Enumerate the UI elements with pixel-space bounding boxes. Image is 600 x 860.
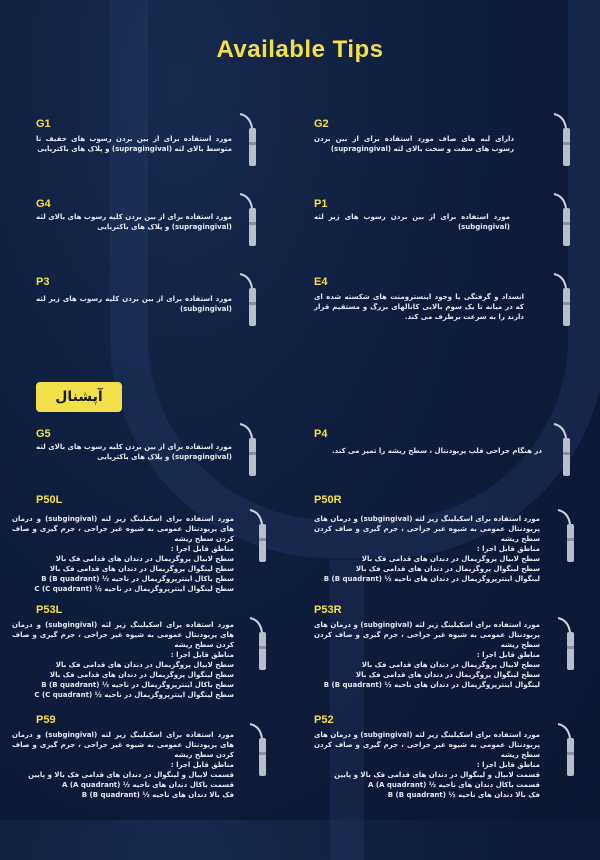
tip-description-line: سطح لابیال پروگزیمال در دندان های قدامی فک بالا [361, 661, 540, 669]
tip-description [12, 620, 234, 700]
scaler-tip-icon [238, 112, 258, 168]
tip-description-line: قسمت باکال دندان های ناحیه ½ A (A quadrant) [62, 781, 234, 789]
tip-description-line: سطح لینگوال پروگزیمال در دندان های قدامی فک بالا [355, 565, 540, 573]
tip-description-line: مناطق قابل اجرا : [170, 545, 234, 553]
tip-description-line: سطح لینگوال اینترپروگزیمال در ناحیه ½ C (C quadrant) [34, 585, 234, 593]
scaler-tip-icon [248, 508, 268, 564]
tip-description-line: سطح لینگوال پروگزیمال در دندان های قدامی فک بالا [355, 671, 540, 679]
tip-description-line: لینگوال اینترپروگزیمال در دندان های ناحیه ½ B (B quadrant) [323, 575, 540, 583]
scaler-tip-icon [556, 616, 576, 672]
tip-description [314, 292, 524, 322]
tip-code: P50R [314, 494, 342, 506]
tip-description [314, 514, 540, 584]
tip-code: P4 [314, 428, 328, 440]
tip-description-line: در هنگام جراحی فلپ پریودنتال ، سطح ریشه را تمیز می کند. [332, 447, 542, 455]
tip-description-line: قسمت لابیال و لینگوال در دندان های قدامی فک بالا و پایین [28, 771, 234, 779]
scaler-tip-icon [552, 112, 572, 168]
tip-description-line: انسداد و گرفتگی یا وجود اینسترومنت های شکسته شده ای که در میانه تا یک سوم بالایی کانالهای بزرگ و مستقیم قرار دارند را به سرعت برطرف می کند. [314, 293, 524, 321]
tip-description-line: لینگوال اینترپروگزیمال در دندان های ناحیه ½ B (B quadrant) [323, 681, 540, 689]
tip-description [314, 212, 510, 232]
tip-description-line: مناطق قابل اجرا : [170, 761, 234, 769]
tip-description-line: مورد استفاده برای اسکیلینگ زیر لثه (subgingival) و درمان های پریودنتال عمومی به شیوه غیر جراحی ، جرم گیری و صاف کردن سطح ریشه [12, 515, 234, 543]
tip-description-line: سطح لینگوال پروگزیمال در دندان های قدامی فک بالا [49, 565, 234, 573]
optional-section-badge: آپشنال [36, 382, 122, 412]
scaler-tip-icon [552, 272, 572, 328]
tip-description [36, 442, 232, 462]
tip-description-line: مورد استفاده برای از بین بردن کلیه رسوب های بالای لثه (supragingival) و پلاک های باکتریایی [36, 213, 232, 231]
tip-code: G5 [36, 428, 51, 440]
scaler-tip-icon [238, 192, 258, 248]
tip-description [12, 514, 234, 594]
tip-code: E4 [314, 276, 328, 288]
tip-description-line: مورد استفاده برای اسکیلینگ زیر لثه (subgingival) و درمان های پریودنتال عمومی به شیوه غیر جراحی ، جرم گیری و صاف کردن سطح ریشه [12, 731, 234, 759]
scaler-tip-icon [238, 272, 258, 328]
tip-description [36, 212, 232, 232]
tip-description-line: سطح لابیال پروگزیمال در دندان های قدامی فک بالا [55, 661, 234, 669]
scaler-tip-icon [248, 722, 268, 778]
scaler-tip-icon [238, 422, 258, 478]
tip-description [314, 620, 540, 690]
scaler-tip-icon [556, 722, 576, 778]
tip-description-line: مناطق قابل اجرا : [170, 651, 234, 659]
tip-code: P3 [36, 276, 50, 288]
tip-description-line: مورد استفاده برای از بین بردن کلیه رسوب های بالای لثه (supragingival) و پلاک های باکتریایی [36, 443, 232, 461]
tip-description-line: مورد استفاده برای از بین بردن رسوب های خفیف تا متوسط بالای لثه (supragingival) و پلاک های باکتریایی [36, 135, 232, 153]
tip-p1 [314, 198, 584, 278]
tip-description-line: مناطق قابل اجرا : [476, 761, 540, 769]
tip-description [314, 730, 540, 800]
tip-description-line: سطح لینگوال اینترپروگزیمال در ناحیه ½ C (C quadrant) [34, 691, 234, 699]
tip-description-line: سطح باکال اینترپروگزیمال در ناحیه ½ B (B quadrant) [41, 575, 234, 583]
tip-p50r [314, 494, 584, 604]
tip-code: G1 [36, 118, 51, 130]
tip-code: P53L [36, 604, 63, 616]
tip-description-line: سطح باکال اینترپروگزیمال در ناحیه ½ B (B quadrant) [41, 681, 234, 689]
tip-code: P1 [314, 198, 328, 210]
tip-description-line: سطح لابیال پروگزیمال در دندان های قدامی فک بالا [55, 555, 234, 563]
tip-description [314, 446, 542, 456]
tip-p52 [314, 714, 584, 818]
tip-description [36, 134, 232, 154]
scaler-tip-icon [248, 616, 268, 672]
tip-description [12, 730, 234, 800]
tip-description-line: فک بالا دندان های ناحیه ½ B (B quadrant) [387, 791, 540, 799]
tip-g2 [314, 118, 584, 198]
tip-description-line: مورد استفاده برای اسکیلینگ زیر لثه (subgingival) و درمان های پریودنتال عمومی به شیوه غیر جراحی ، جرم گیری و صاف کردن سطح ریشه [314, 731, 540, 759]
tip-code: G4 [36, 198, 51, 210]
tip-p3 [36, 276, 306, 356]
page-title: Available Tips [216, 36, 384, 63]
tip-g4 [36, 198, 306, 278]
tip-code: G2 [314, 118, 329, 130]
scaler-tip-icon [556, 508, 576, 564]
tip-description-line: سطح لابیال پروگزیمال در دندان های قدامی فک بالا [361, 555, 540, 563]
scaler-tip-icon [552, 192, 572, 248]
tip-description-line: مورد استفاده برای اسکیلینگ زیر لثه (subgingival) و درمان های پریودنتال عمومی به شیوه غیر جراحی ، جرم گیری و صاف کردن سطح ریشه [314, 515, 540, 543]
tip-code: P53R [314, 604, 342, 616]
tip-description [36, 294, 232, 314]
tip-description-line: سطح لینگوال پروگزیمال در دندان های قدامی فک بالا [49, 671, 234, 679]
tip-description-line: مورد استفاده برای اسکیلینگ زیر لثه (subgingival) و درمان های پریودنتال عمومی به شیوه غیر جراحی ، جرم گیری و صاف کردن سطح ریشه [314, 621, 540, 649]
tip-description [314, 134, 514, 154]
tip-g1 [36, 118, 306, 198]
tip-description-line: مورد استفاده برای اسکیلینگ زیر لثه (subgingival) و درمان های پریودنتال عمومی به شیوه غیر جراحی ، جرم گیری و صاف کردن سطح ریشه [12, 621, 234, 649]
scaler-tip-icon [552, 422, 572, 478]
tip-description-line: مناطق قابل اجرا : [476, 545, 540, 553]
tip-p53r [314, 604, 584, 714]
tip-description-line: قسمت باکال دندان های ناحیه ½ A (A quadrant) [368, 781, 540, 789]
tip-code: P52 [314, 714, 334, 726]
tip-e4 [314, 276, 584, 356]
tip-description-line: مورد استفاده برای از بین بردن کلیه رسوب های زیر لثه (subgingival) [36, 295, 232, 313]
tip-description-line: دارای لبه های صاف مورد استفاده برای از بین بردن رسوب های سفت و سخت بالای لثه (supragingival) [314, 135, 514, 153]
tip-description-line: مناطق قابل اجرا : [476, 651, 540, 659]
tip-description-line: فک بالا دندان های ناحیه ½ B (B quadrant) [81, 791, 234, 799]
tip-description-line: قسمت لابیال و لینگوال در دندان های قدامی فک بالا و پایین [334, 771, 540, 779]
tip-description-line: مورد استفاده برای از بین بردن رسوب های زیر لثه (subgingival) [314, 213, 510, 231]
tip-code: P59 [36, 714, 56, 726]
tip-code: P50L [36, 494, 63, 506]
